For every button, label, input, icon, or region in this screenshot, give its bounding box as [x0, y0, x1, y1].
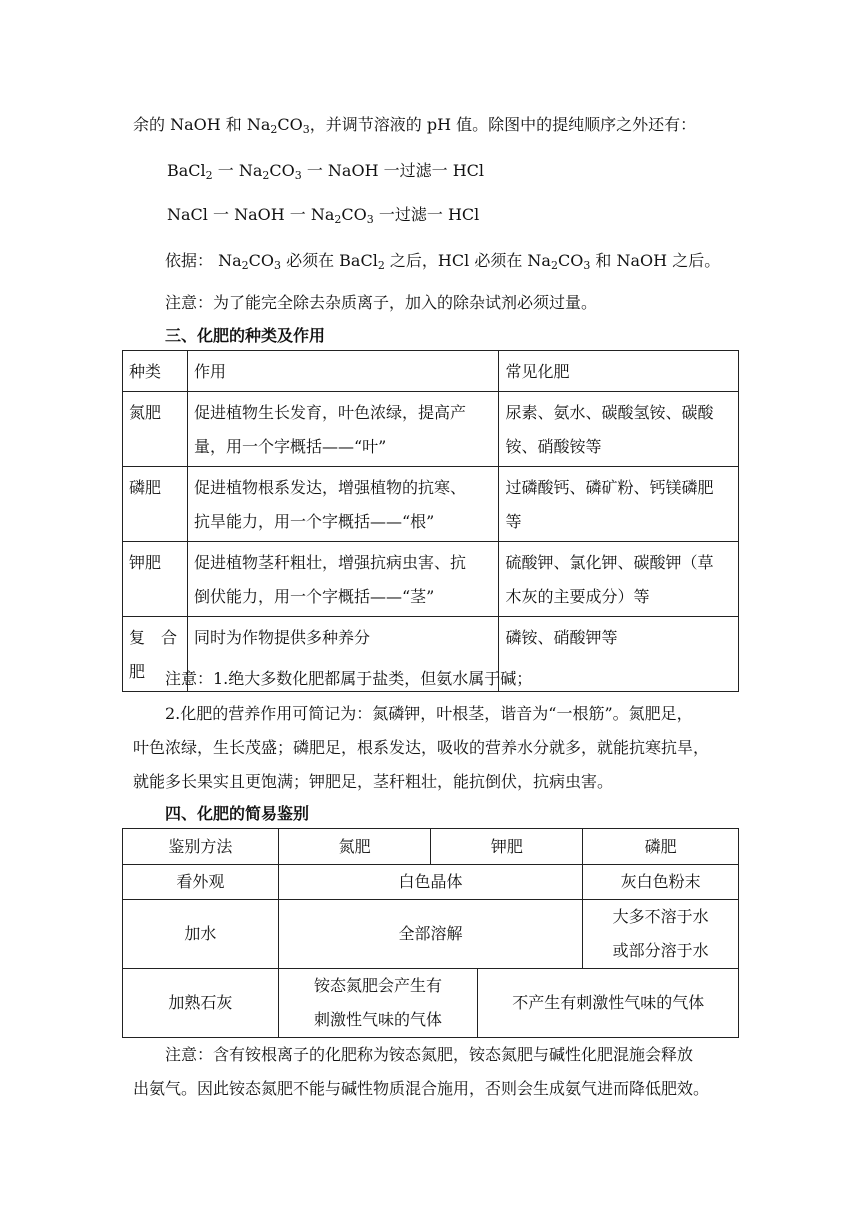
effect-line: 倒伏能力，用一个字概括——“茎”	[193, 587, 435, 606]
header-examples: 常见化肥	[505, 362, 570, 381]
effect-cell	[187, 542, 498, 617]
result-cell	[278, 969, 478, 1038]
table-row	[123, 900, 739, 969]
section-3-note-2-line-1: 2.化肥的营养作用可简记为：氮磷钾，叶根茎，谐音为“一根筋”。氮肥足，	[165, 704, 693, 723]
examples-line: 过磷酸钙、磷矿粉、钙镁磷肥	[505, 478, 714, 497]
effect-cell	[187, 392, 498, 467]
table-header-row	[123, 351, 739, 392]
text-run: CO	[248, 251, 274, 270]
result-line: 铵态氮肥会产生有	[314, 976, 443, 995]
examples-cell	[499, 467, 739, 542]
text-run: 一过滤一 HCl	[373, 205, 480, 224]
result-line: 刺激性气味的气体	[314, 1010, 443, 1029]
header-phosphorus: 磷肥	[644, 836, 677, 856]
header-cell	[278, 829, 431, 865]
table-row	[123, 542, 739, 617]
subscript: 2	[205, 169, 213, 182]
method-label: 加水	[184, 924, 217, 943]
text-run: 依据： Na	[165, 251, 242, 270]
effect-line: 促进植物茎秆粗壮，增强抗病虫害、抗	[193, 553, 466, 572]
sequence-1	[167, 160, 484, 182]
method-cell	[123, 865, 279, 900]
subscript: 3	[366, 213, 374, 226]
section-4-note-line-1: 注意：含有铵根离子的化肥称为铵态氮肥，铵态氮肥与碱性化肥混施会释放	[165, 1045, 694, 1064]
result-text: 白色晶体	[398, 872, 463, 891]
type-cell	[123, 392, 188, 467]
text-run: CO	[557, 251, 584, 270]
type-label: 复 合	[129, 628, 178, 647]
examples-line: 铵、硝酸铵等	[505, 437, 602, 456]
basis-line	[165, 250, 720, 272]
header-type: 种类	[129, 362, 162, 381]
text-run: 和 NaOH 之后。	[590, 251, 721, 270]
result-cell	[583, 865, 739, 900]
table-row	[123, 392, 739, 467]
result-cell	[278, 900, 582, 969]
text-run: CO	[269, 161, 295, 180]
effect-line: 抗旱能力，用一个字概括——“根”	[193, 512, 435, 531]
text-run: 之后，HCl 必须在 Na	[384, 251, 551, 270]
text-run: 余的 NaOH 和 Na	[133, 115, 271, 134]
effect-line: 同时为作物提供多种养分	[193, 628, 370, 647]
result-text: 全部溶解	[398, 924, 463, 943]
text-run: 一 NaOH 一过滤一 HCl	[301, 161, 485, 180]
examples-line: 尿素、氨水、碳酸氢铵、碳酸	[505, 403, 714, 422]
result-text: 不产生有刺激性气味的气体	[512, 993, 705, 1012]
table-row	[123, 969, 739, 1038]
subscript: 2	[334, 213, 342, 226]
subscript: 2	[241, 259, 249, 272]
header-cell	[431, 829, 583, 865]
header-nitrogen: 氮肥	[338, 836, 371, 856]
subscript: 2	[377, 259, 385, 272]
subscript: 2	[550, 259, 558, 272]
examples-line: 木灰的主要成分）等	[505, 587, 650, 606]
examples-line: 硫酸钾、氯化钾、碳酸钾（草	[505, 553, 714, 572]
table-row	[123, 467, 739, 542]
header-cell	[583, 829, 739, 865]
result-line: 或部分溶于水	[612, 941, 709, 960]
result-cell	[478, 969, 739, 1038]
subscript: 3	[274, 259, 281, 272]
examples-cell	[499, 542, 739, 617]
examples-line: 等	[505, 512, 522, 531]
examples-cell	[499, 617, 739, 692]
type-label: 钾肥	[129, 553, 162, 572]
effect-line: 促进植物生长发育，叶色浓绿，提高产	[193, 403, 466, 422]
method-label: 看外观	[176, 872, 225, 891]
examples-cell	[499, 392, 739, 467]
section-4-heading: 四、化肥的简易鉴别	[165, 804, 310, 823]
method-label: 加熟石灰	[168, 993, 233, 1012]
type-cell	[123, 467, 188, 542]
table-row	[123, 865, 739, 900]
subscript: 3	[302, 123, 310, 136]
result-cell	[278, 865, 582, 900]
result-cell	[583, 900, 739, 969]
section-3-note-2-line-3: 就能多长果实且更饱满；钾肥足，茎秆粗壮，能抗倒伏，抗病虫害。	[133, 772, 614, 791]
header-cell	[187, 351, 498, 392]
type-label: 氮肥	[129, 403, 162, 422]
header-potassium: 钾肥	[490, 836, 523, 856]
section-3-heading: 三、化肥的种类及作用	[165, 326, 326, 345]
type-cell	[123, 542, 188, 617]
type-label: 磷肥	[129, 478, 162, 497]
type-label: 肥	[129, 662, 146, 681]
effect-line: 促进植物根系发达，增强植物的抗寒、	[193, 478, 466, 497]
fertilizer-types-table	[122, 350, 739, 692]
method-cell	[123, 969, 279, 1038]
sequence-2	[167, 204, 479, 226]
text-run: CO	[277, 115, 303, 134]
table-header-row	[123, 829, 739, 865]
effect-cell	[187, 467, 498, 542]
header-cell	[499, 351, 739, 392]
text-run: NaCl 一 NaOH 一 Na	[167, 205, 335, 224]
method-cell	[123, 900, 279, 969]
result-line: 大多不溶于水	[612, 907, 709, 926]
header-cell	[123, 829, 279, 865]
subscript: 2	[270, 123, 278, 136]
text-run: 一 Na	[212, 161, 263, 180]
fertilizer-identification-table	[122, 828, 739, 1038]
result-text: 灰白色粉末	[620, 872, 701, 891]
section-3-note-2-line-2: 叶色浓绿，生长茂盛；磷肥足，根系发达，吸收的营养水分就多，就能抗寒抗旱，	[133, 738, 710, 757]
intro-line-1	[133, 114, 696, 136]
subscript: 3	[583, 259, 591, 272]
header-method: 鉴别方法	[168, 836, 233, 856]
text-run: ，并调节溶液的 pH 值。除图中的提纯顺序之外还有：	[309, 115, 697, 134]
effect-line: 量，用一个字概括——“叶”	[193, 437, 387, 456]
text-run: 必须在 BaCl	[281, 251, 378, 270]
section-4-note-line-2: 出氨气。因此铵态氮肥不能与碱性物质混合施用，否则会生成氨气进而降低肥效。	[133, 1079, 710, 1098]
subscript: 2	[262, 169, 270, 182]
header-cell	[123, 351, 188, 392]
header-effect: 作用	[193, 362, 226, 381]
text-run: BaCl	[167, 161, 206, 180]
subscript: 3	[294, 169, 302, 182]
text-run: CO	[341, 205, 367, 224]
examples-line: 磷铵、硝酸钾等	[505, 628, 618, 647]
intro-note: 注意：为了能完全除去杂质离子，加入的除杂试剂必须过量。	[165, 293, 598, 312]
section-3-note-1: 注意：1.绝大多数化肥都属于盐类，但氨水属于碱；	[165, 669, 533, 688]
